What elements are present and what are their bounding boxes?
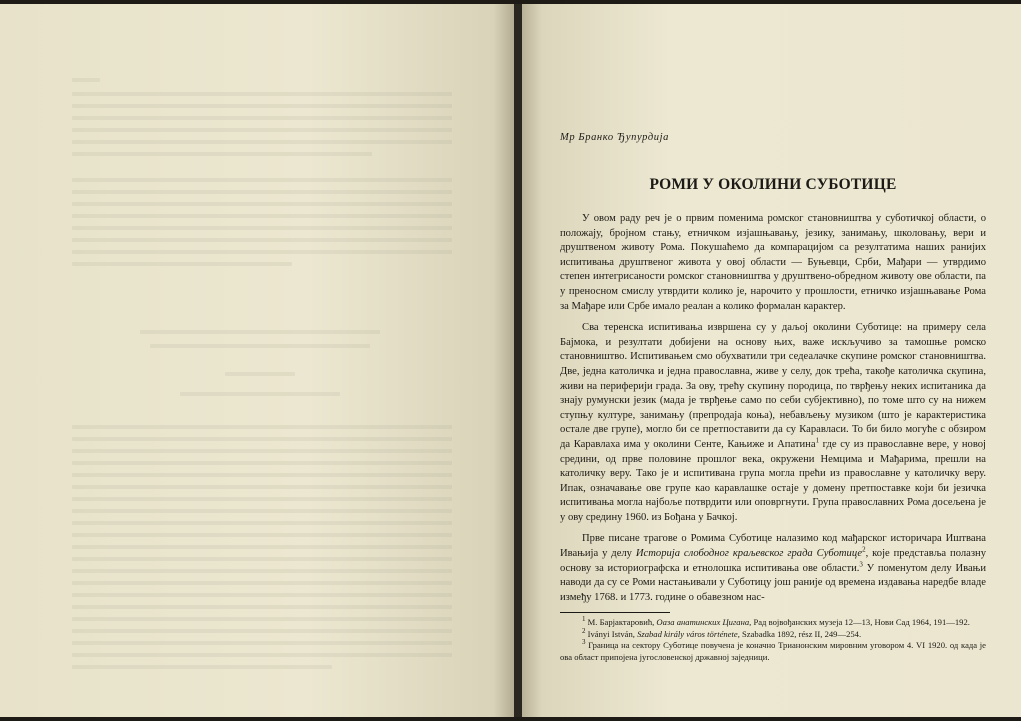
scan-edge-top (0, 0, 1021, 4)
cited-work-title: Историја слободног краљевског града Суботице (635, 548, 863, 560)
footnote-ref-1: 1 (815, 436, 820, 445)
scan-edge-bottom (0, 717, 1021, 721)
footnote-ref-2: 2 (862, 545, 866, 554)
book-gutter (514, 0, 522, 721)
article-title: РОМИ У ОКОЛИНИ СУБОТИЦЕ (649, 176, 897, 193)
right-page (522, 0, 1021, 721)
footnote-3: $^3$ Граница на сектору Суботице повучена је коначно Трианонским мировним уговором 4. VI 1920. од када је ова област припојена југословенској државној заједници. (560, 638, 986, 662)
footnote-rule (560, 612, 670, 613)
footnote-1: $^1$ М. Барјактаровић, Оаза анатинских Цигана, Рад војвођанских музеја 12—13, Нови Сад 1964, 191—192. (582, 615, 970, 628)
paragraph-1: У овом раду реч је о првим поменима ромског становништва у суботичкој области, о положају, бројном стању, етничком изјашњавању, језику, занимању, школовању, вери и друштвеном животу Рома. Покушаћемо да компарацијом са резултатима наших ранијих испитивања друштвеног живота у овој области — Буњевци, Срби, Мађари — утврдимо степен интегрисаности ромског становништва у друштвено-обредном животу ове области, па у преносном смислу утврдити колико је, нарочито у прошлости, етничко изјашњавање Рома за Мађаре или Србе имало реалан а колико формалан карактер. (560, 213, 986, 312)
article-author: Мр Бранко Ђупурдија (560, 132, 669, 143)
footnote-2: $^2$ Iványi István, Szabad király város története, Szabadka 1892, rész II, 249—254. (582, 626, 862, 639)
article-body (560, 132, 986, 663)
paragraph-2: Сва теренска испитивања извршена су у даљој околини Суботице: на примеру села Бајмока, и резултати добијени на основу њих, важе искључиво за тамошње ромско становништво. Испитивањем смо обухватили три седеалачке скупине ромског становништва. Две, једна католичка и једна православна, живе у селу, док трећа, такође католичка скупина, живи на периферији града. За ову, трећу скупину породица, по тврђењу неких испитаника да знају румунски језик (мада је тврђење само по себи субјективно), по томе што су на нижем ступњу културе, занимању (препродаја коња), небављењу музиком (што је карактеристика остале две групе), могло би се претпоставити да су Каравласи. То би било могуће с обзиром да Каравлаха има у околини Сенте, Кањиже и Апатина$^1$ где су из православне вере, у новој средини, од прве половине прошлог века, окружени Немцима и Мађарима, прешли на католичку веру. Тако је и испитивана група могла прећи из православне у католичку веру. Ипак, означавање ове групе као каравлашке остаје у домену претпоставке који би језичка испитивања могла најбоље потврдити или оповргнути. Група православних Рома досељена је у ову средину 1960. из Бођана у Бачкој. (560, 322, 987, 523)
footnote-ref-3: 3 (859, 560, 863, 569)
paragraph-3: Прве писане трагове о Ромима Суботице налазимо код мађарског историчара Иштвана Ивањија у делу Историја слободног краљевског града Суботице$^2$, које представља полазну основу за историографска и етнолошка испитивања ове области.$^3$ У поменутом делу Ивањи наводи да су се Роми настањивали у Суботицу још раније од времена издавања наредбе владе између 1768. и 1773. године о обавезном нас- (560, 533, 986, 603)
